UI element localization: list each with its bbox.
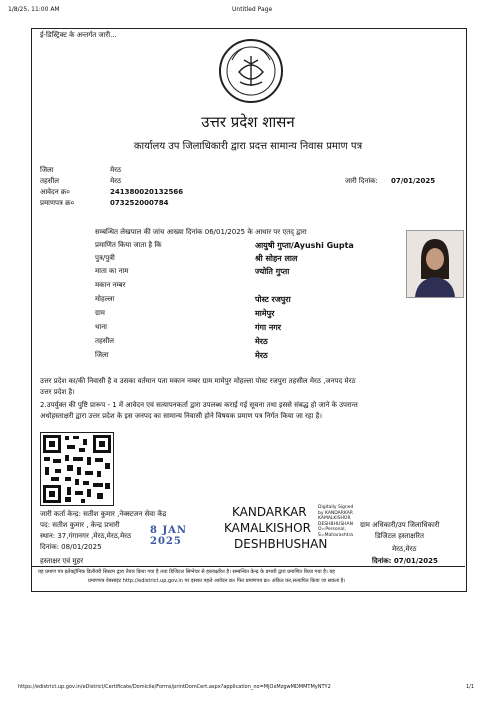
qr-code-icon (40, 432, 114, 506)
signer-name-line-3: DESHBHUSHAN (234, 537, 328, 551)
digisign-line: Digitally Signed (318, 505, 354, 510)
applicant-photo (406, 230, 464, 298)
footer-note-line-2: प्रमाणपत्र वेबसाइट http://edistrict.up.gov.in पर इसका पहले आवेदन क्र० फिर प्रमाणपत्र क्र० अंकित कर,सत्यापित किया जा सकता है। (88, 578, 346, 584)
authority-place: मेरठ,मेरठ (392, 545, 417, 553)
issue-date-value: 07/01/2025 (391, 177, 436, 185)
detail-value-name: आयुषी गुप्ता/Ayushi Gupta (255, 241, 354, 250)
meta-tehsil-label: तहसील (40, 177, 59, 185)
digisign-line: DESHBHUSHAN (318, 521, 353, 527)
issue-date-label: जारी दिनांक: (345, 177, 378, 185)
print-page-title: Untitled Page (232, 6, 273, 13)
document-subheading: कार्यालय उप जिलाधिकारी द्वारा प्रदत्त सामान्य निवास प्रमाण पत्र (133, 141, 363, 152)
detail-label: ग्राम (95, 309, 105, 317)
detail-value-locality: पोस्ट रजपुरा (255, 295, 291, 304)
digisign-line: by KANDARKAR (318, 510, 353, 516)
detail-label: मकान नम्बर (95, 281, 126, 289)
detail-label: माता का नाम (95, 267, 129, 275)
detail-value-village: मामेपुर (255, 309, 275, 318)
edistrict-note: ई-डिस्ट्रिक्ट के अन्तर्गत जारी... (40, 31, 117, 39)
date-stamp: 8 JAN 2025 (150, 525, 188, 547)
issuer-date: दिनांक: 08/01/2025 (40, 543, 102, 551)
detail-label: मोहल्ला (95, 295, 115, 303)
issuer-designation: पद: सतीश कुमार , केन्द्र प्रभारी (40, 521, 120, 529)
detail-label: पुत्र/पुत्री (95, 254, 115, 262)
meta-certificate-label: प्रमाणपत्र क्र० (40, 199, 75, 207)
meta-tehsil-value: मेरठ (110, 177, 122, 185)
digisign-line: S=Maharashtra (318, 532, 354, 538)
digital-signature-details (318, 505, 353, 539)
residence-para-line-1: उत्तर प्रदेश का/की निवासी है व उसका वर्तमान पता मकान नम्बर ग्राम मामेपुर मोहल्ला पोस्ट रजपुरा तहसील मेरठ ,जनपद मेरठ (40, 377, 356, 385)
meta-application-value: 241380020132566 (110, 188, 184, 196)
digisign-line: O=Personal, (318, 527, 346, 533)
print-page-count: 1/1 (466, 684, 475, 690)
detail-value-tehsil: मेरठ (255, 337, 268, 346)
confirmation-para-line-1: 2.उपर्युक्त की पुष्टि प्रारूप - 1 में आवेदन एवं सत्यापनकर्ता द्वारा उपलब्ध कराई गई सूचना तथा इससे संबद्ध हो जाने के उपरान्त (40, 401, 358, 409)
detail-value-police-station: गंगा नगर (255, 323, 282, 332)
up-govt-emblem-icon (218, 38, 284, 104)
meta-certificate-value: 073252000784 (110, 199, 169, 207)
footer-note-line-1: यह प्रमाण पत्र इलेक्ट्रॉनिक डिलीवरी सिस्टम द्वारा तैयार किया गया है तथा डिजिटल सिग्नेचर से हस्ताक्षरित है। सम्बन्धित केन्द्र के प्रभारी द्वारा प्रमाणित किया गया है। यह (38, 569, 335, 575)
confirmation-para-line-2: अधोहस्ताक्षरी द्वारा उत्तर प्रदेश के इस जनपद का सामान्य निवासी होने विषयक प्रमाण पत्र निर्गत किया जा रहा है। (40, 412, 323, 420)
residence-para-line-2: उत्तर प्रदेश है। (40, 388, 75, 396)
document-heading: उत्तर प्रदेश शासन (201, 113, 295, 131)
authority-digital-label: डिजिटल हस्ताक्षरित (375, 532, 424, 540)
print-url[interactable]: https://edistrict.up.gov.in/eDistrict/Certificate/Domicile/Forms/printDomCert.aspx?application_no=MjOxMzgwMDMMTMyNTY2 (18, 684, 331, 690)
signer-name-line-1: KANDARKAR (232, 505, 307, 519)
detail-value-mother: ज्योति गुप्ता (255, 267, 290, 276)
detail-value-district: मेरठ (255, 351, 268, 360)
issuing-centre: जारी कर्ता केन्द्र: सतीश कुमार ,नेक्स्टजन सेवा केंद्र (40, 510, 167, 518)
person-photo-icon (407, 231, 463, 297)
authority-title: ग्राम अधिकारी/उप जिलाधिकारी (360, 521, 440, 529)
detail-label: तहसील (95, 337, 114, 345)
authority-date: दिनांक: 07/01/2025 (372, 557, 438, 565)
meta-application-label: आवेदन क्र० (40, 188, 70, 196)
signer-name-line-2: KAMALKISHOR (224, 521, 311, 535)
detail-label: प्रमाणित किया जाता है कि (95, 241, 162, 249)
sign-and-seal-label: हस्ताक्षर एवं मुहर (40, 557, 84, 565)
issuer-place: स्थान: 37,गंगानगर ,मेरठ,मेरठ,मेरठ (40, 532, 132, 540)
detail-value-parent: श्री सोहन लाल (255, 254, 298, 263)
intro-line: सम्बन्धित लेखपाल की जांच आख्या दिनांक 06/01/2025 के आधार पर एतद् द्वारा (95, 228, 307, 236)
meta-district-value: मेरठ (110, 166, 122, 174)
detail-label: जिला (95, 351, 109, 359)
digisign-line: KAMALKISHOR (318, 516, 351, 522)
detail-label: थाना (95, 323, 107, 331)
print-datetime: 1/8/25, 11:00 AM (8, 6, 60, 13)
footer-divider (32, 566, 465, 567)
meta-district-label: जिला (40, 166, 54, 174)
